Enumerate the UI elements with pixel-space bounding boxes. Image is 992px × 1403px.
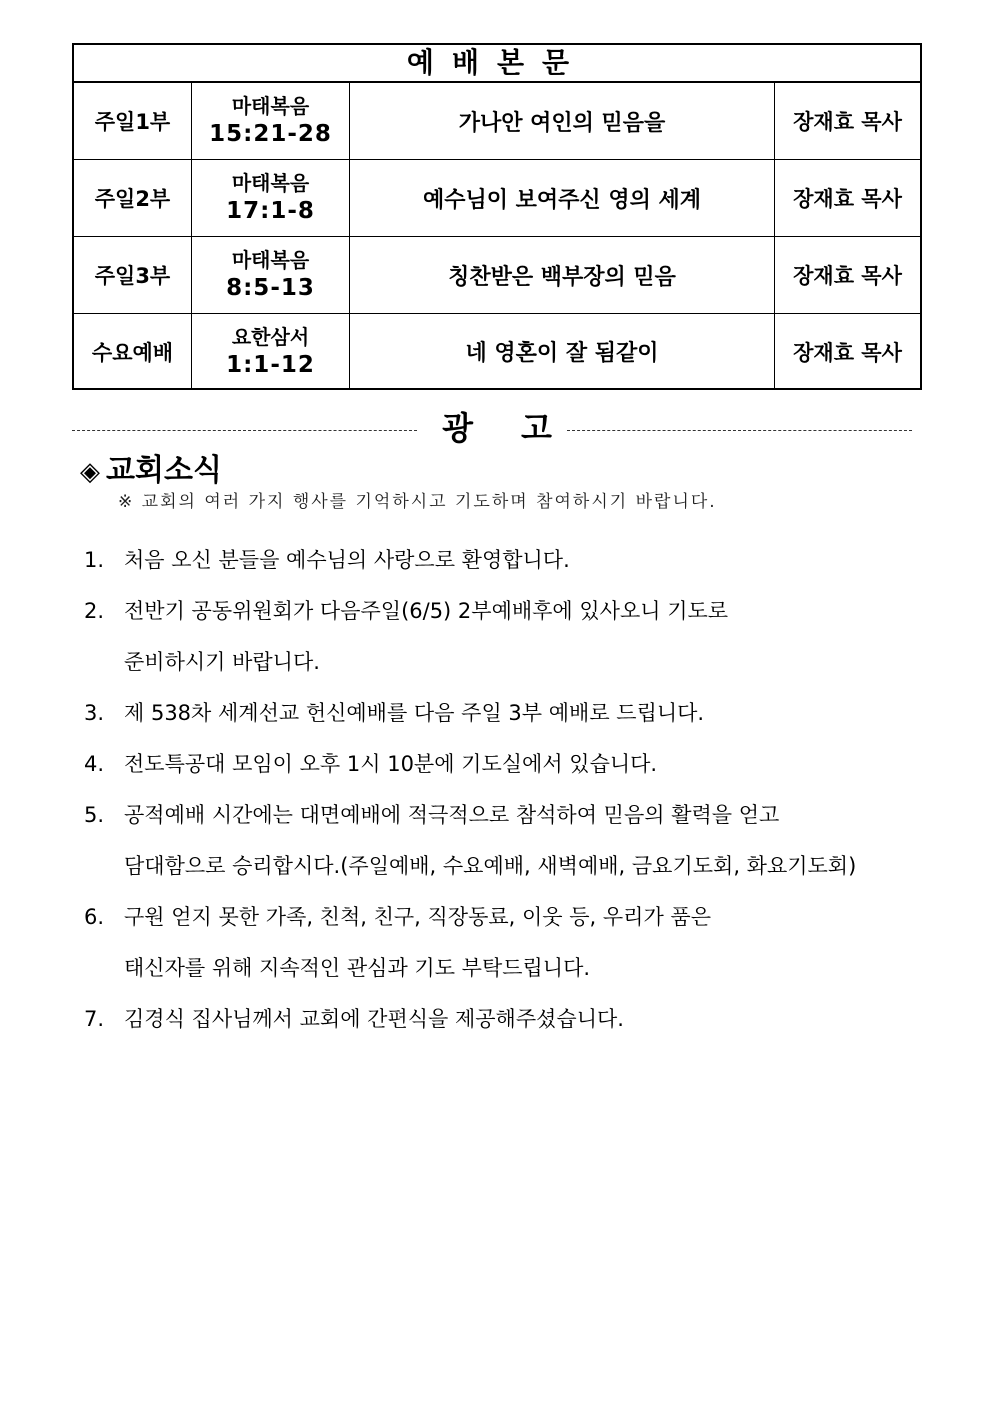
notice-line bbox=[84, 586, 924, 637]
preacher-name: 장재효 목사 bbox=[793, 340, 902, 365]
notice-text: 담대함으로 승리합시다.(주일예배, 수요예배, 새벽예배, 금요기도회, 화요기도회) bbox=[124, 854, 857, 878]
worship-row bbox=[74, 160, 920, 237]
scripture-verse: 8:5-13 bbox=[226, 275, 315, 301]
worship-table-title: 예배본문 bbox=[74, 45, 920, 83]
notice-text: 준비하시기 바랍니다. bbox=[124, 650, 320, 674]
notice-list bbox=[84, 535, 924, 1045]
scripture-verse: 15:21-28 bbox=[209, 121, 332, 147]
church-news-note: ※ 교회의 여러 가지 행사를 기억하시고 기도하며 참여하시기 바랍니다. bbox=[118, 492, 717, 512]
notice-line bbox=[84, 637, 924, 688]
scripture-verse: 1:1-12 bbox=[226, 351, 315, 378]
worship-row bbox=[74, 314, 920, 389]
notice-line bbox=[84, 994, 924, 1045]
notice-number: 2. bbox=[84, 599, 105, 623]
notice-number: 1. bbox=[84, 548, 105, 572]
announcements-header bbox=[72, 403, 922, 447]
sermon-title: 네 영혼이 잘 됨같이 bbox=[350, 314, 775, 389]
notice-number: 5. bbox=[84, 803, 105, 827]
diamond-icon: ◈ bbox=[80, 457, 100, 487]
notice-text: 김경식 집사님께서 교회에 간편식을 제공해주셨습니다. bbox=[124, 1007, 624, 1031]
preacher-name: 장재효 목사 bbox=[793, 187, 902, 211]
notice-line bbox=[84, 892, 924, 943]
scripture-book: 마태복음 bbox=[231, 248, 310, 272]
scripture-cell bbox=[192, 314, 350, 389]
preacher-name: 장재효 목사 bbox=[793, 264, 902, 288]
notice-text: 태신자를 위해 지속적인 관심과 기도 부탁드립니다. bbox=[124, 956, 591, 980]
notice-number: 6. bbox=[84, 905, 105, 929]
notice-line bbox=[84, 943, 924, 994]
notice-text: 전반기 공동위원회가 다음주일(6/5) 2부예배후에 있사오니 기도로 bbox=[124, 599, 729, 623]
notice-text: 처음 오신 분들을 예수님의 사랑으로 환영합니다. bbox=[124, 548, 570, 572]
scripture-book: 마태복음 bbox=[231, 171, 310, 195]
sermon-title: 가나안 여인의 믿음을 bbox=[350, 83, 775, 159]
service-name: 주일2부 bbox=[74, 160, 192, 236]
notice-line bbox=[84, 790, 924, 841]
notice-number: 3. bbox=[84, 701, 105, 725]
announcements-title: 광고 bbox=[442, 409, 600, 447]
church-news-title: 교회소식 bbox=[106, 453, 222, 488]
scripture-cell bbox=[192, 160, 350, 236]
divider-right bbox=[567, 430, 912, 431]
church-news-heading bbox=[80, 445, 222, 489]
service-name: 주일1부 bbox=[74, 83, 192, 159]
notice-number: 4. bbox=[84, 752, 105, 776]
notice-number: 7. bbox=[84, 1007, 105, 1031]
notice-line bbox=[84, 739, 924, 790]
notice-text: 공적예배 시간에는 대면예배에 적극적으로 참석하여 믿음의 활력을 얻고 bbox=[124, 803, 780, 827]
scripture-book: 요한삼서 bbox=[231, 324, 310, 349]
service-name: 수요예배 bbox=[74, 314, 192, 389]
notice-text: 제 538차 세계선교 헌신예배를 다음 주일 3부 예배로 드립니다. bbox=[124, 701, 705, 725]
service-name: 주일3부 bbox=[74, 237, 192, 313]
scripture-cell bbox=[192, 237, 350, 313]
preacher-name: 장재효 목사 bbox=[793, 110, 902, 134]
sermon-title: 칭찬받은 백부장의 믿음 bbox=[350, 237, 775, 313]
scripture-verse: 17:1-8 bbox=[226, 198, 315, 224]
worship-row bbox=[74, 83, 920, 160]
notice-line bbox=[84, 688, 924, 739]
notice-line bbox=[84, 841, 924, 892]
notice-line bbox=[84, 535, 924, 586]
notice-text: 구원 얻지 못한 가족, 친척, 친구, 직장동료, 이웃 등, 우리가 품은 bbox=[124, 905, 711, 929]
notice-text: 전도특공대 모임이 오후 1시 10분에 기도실에서 있습니다. bbox=[124, 752, 658, 776]
worship-table bbox=[72, 43, 922, 390]
scripture-cell bbox=[192, 83, 350, 159]
worship-row bbox=[74, 237, 920, 314]
sermon-title: 예수님이 보여주신 영의 세계 bbox=[350, 160, 775, 236]
scripture-book: 마태복음 bbox=[231, 94, 310, 118]
